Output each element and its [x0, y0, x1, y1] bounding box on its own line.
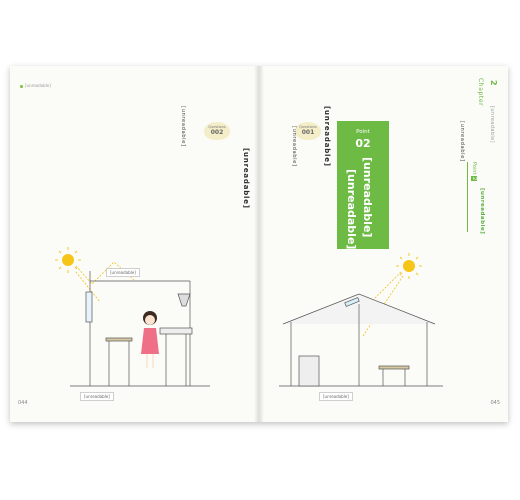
answer-body-001: [unreadable]	[291, 126, 297, 167]
skylight-house-illustration	[259, 66, 508, 422]
illustration-caption-bottom: [unreadable]	[80, 392, 114, 401]
point-title-line2: [unreadable]	[345, 169, 358, 250]
point-intro-body: [unreadable]	[459, 121, 465, 162]
point-tag-label: Point	[471, 162, 477, 175]
sun-icon	[55, 247, 81, 273]
question-text-002: [unreadable]	[242, 148, 250, 209]
question-badge-number: 001	[301, 129, 315, 136]
point-number: 02	[355, 137, 371, 150]
window-light-illustration	[10, 66, 259, 422]
point-tag-number: 2	[471, 177, 477, 181]
illustration-caption-top: [unreadable]	[106, 268, 140, 277]
answer-body-002: [unreadable]	[180, 106, 186, 147]
book-spread	[10, 66, 508, 422]
right-page	[259, 66, 508, 422]
point-label: Point	[356, 129, 370, 135]
running-head: [unreadable]	[20, 83, 51, 88]
point-title-line1: [unreadable]	[361, 157, 374, 238]
girl-figure-icon	[141, 311, 159, 368]
question-text-001: [unreadable]	[323, 106, 331, 167]
question-badge-label: Questions	[299, 125, 317, 129]
point-tag-title: [unreadable]	[479, 188, 485, 235]
page-number-right: 045	[490, 400, 500, 406]
question-badge-label: Questions	[208, 125, 226, 129]
page-number-left: 044	[18, 400, 28, 406]
chapter-number: 2	[489, 80, 498, 86]
left-page	[10, 66, 259, 422]
question-badge-number: 002	[210, 129, 224, 136]
illustration-caption: [unreadable]	[319, 392, 353, 401]
sun-icon	[396, 253, 422, 279]
chapter-label: Chapter	[477, 78, 484, 107]
chapter-title: [unreadable]	[489, 106, 495, 144]
